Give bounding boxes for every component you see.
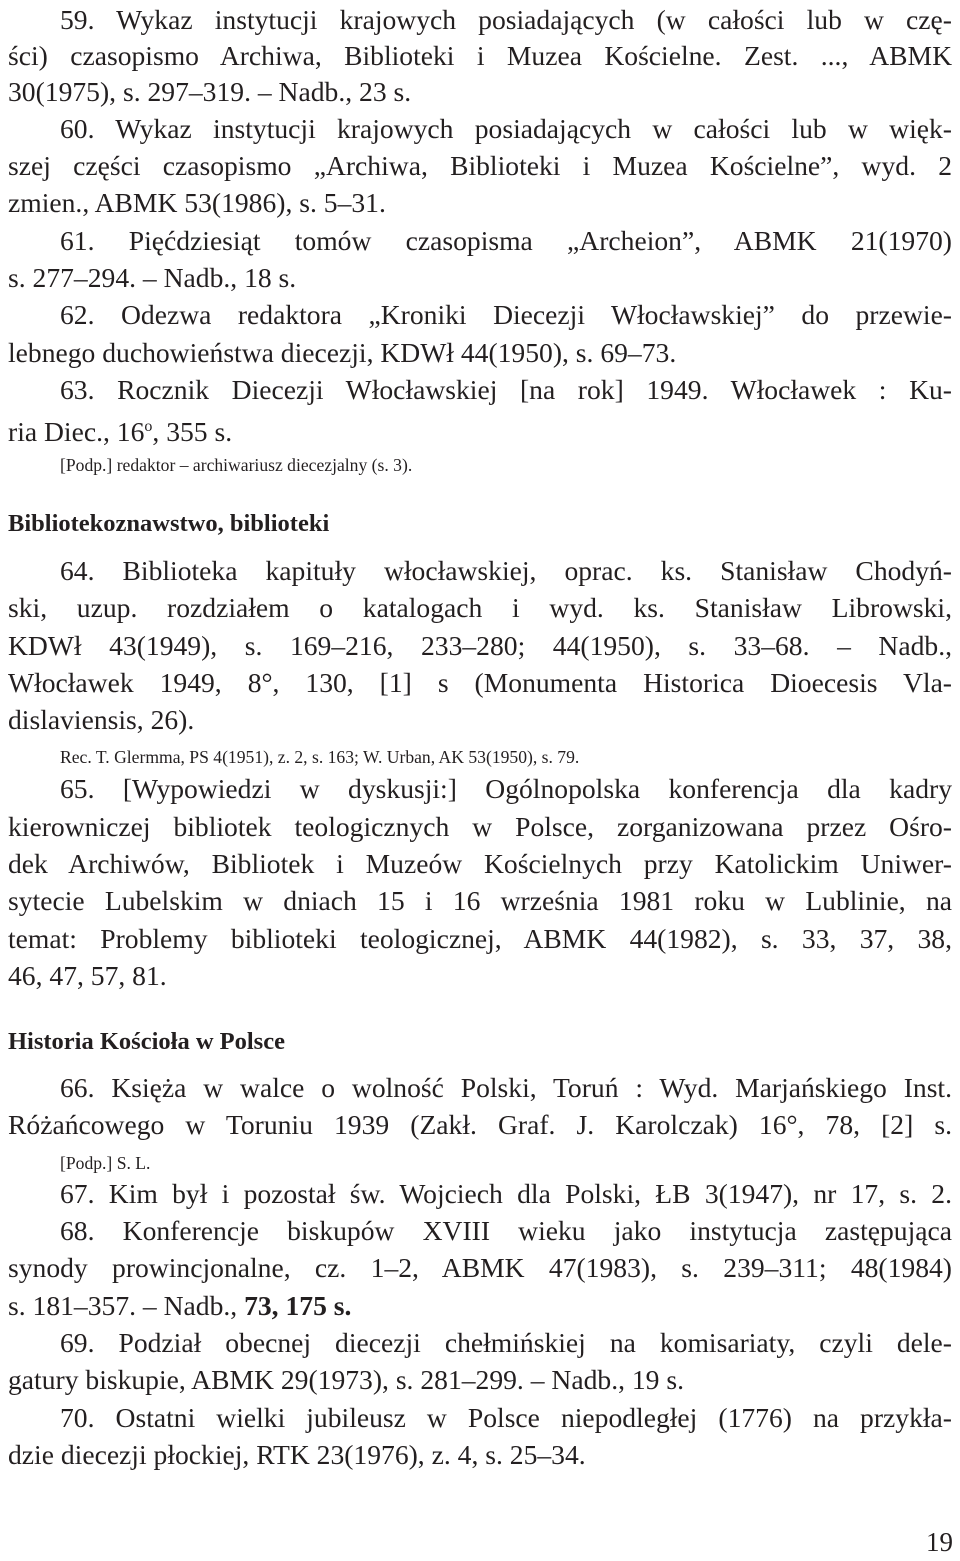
entry-61-line-1: 61. Pięćdziesiąt tomów czasopisma „Archeion”, ABMK 21(1970) [60,225,952,256]
entry-68-line-1: 68. Konferencje biskupów XVIII wieku jako instytucja zastępująca [60,1215,952,1246]
entry-63-superscript: o [144,418,153,435]
entry-66-note: [Podp.] S. L. [60,1153,151,1173]
entry-64-line-2: ski, uzup. rozdziałem o katalogach i wyd. ks. Stanisław Librowski, [8,592,952,623]
entry-65-line-5: temat: Problemy biblioteki teologicznej, ABMK 44(1982), s. 33, 37, 38, [8,923,952,954]
entry-70-line-2: dzie diecezji płockiej, RTK 23(1976), z. 4, s. 25–34. [8,1439,586,1470]
section-heading-library-science: Bibliotekoznawstwo, biblioteki [8,510,330,537]
entry-70-line-1: 70. Ostatni wielki jubileusz w Polsce niepodległej (1776) na przykła- [60,1402,952,1433]
entry-62-line-1: 62. Odezwa redaktora „Kroniki Diecezji Włocławskiej” do przewie- [60,299,952,330]
entry-68-line-2: synody prowincjonalne, cz. 1–2, ABMK 47(1983), s. 239–311; 48(1984) [8,1252,952,1283]
entry-69-line-1: 69. Podział obecnej diecezji chełmińskiej na komisariaty, czyli dele- [60,1327,952,1358]
entry-66-line-1: 66. Księża w walce o wolność Polski, Toruń : Wyd. Marjańskiego Inst. [60,1072,952,1103]
entry-64-line-5: dislaviensis, 26). [8,704,195,735]
entry-63-line-2b: , 355 s. [152,416,233,448]
entry-63-line-2 [8,410,952,449]
entry-65-line-2: kierowniczej bibliotek teologicznych w Polsce, zorganizowana przez Ośro- [8,811,952,842]
entry-60-line-3: zmien., ABMK 53(1986), s. 5–31. [8,187,386,218]
entry-65-line-6: 46, 47, 57, 81. [8,960,167,991]
entry-59-line-2: ści) czasopismo Archiwa, Biblioteki i Muzea Kościelne. Zest. ..., ABMK [8,40,952,71]
page-number: 19 [926,1527,953,1557]
entry-65-line-1: 65. [Wypowiedzi w dyskusji:] Ogólnopolska konferencja dla kadry [60,773,952,804]
entry-60-line-1: 60. Wykaz instytucji krajowych posiadających w całości lub w więk- [60,113,952,144]
entry-64-line-3: KDWł 43(1949), s. 169–216, 233–280; 44(1950), s. 33–68. – Nadb., [8,630,952,661]
entry-62-line-2: lebnego duchowieństwa diecezji, KDWł 44(1950), s. 69–73. [8,337,677,368]
entry-69-line-2: gatury biskupie, ABMK 29(1973), s. 281–299. – Nadb., 19 s. [8,1364,685,1395]
entry-66-line-2: Różańcowego w Toruniu 1939 (Zakł. Graf. J. Karolczak) 16°, 78, [2] s. [8,1109,952,1140]
entry-60-line-2: szej części czasopismo „Archiwa, Biblioteki i Muzea Kościelne”, wyd. 2 [8,150,952,181]
entry-59-line-1: 59. Wykaz instytucji krajowych posiadających (w całości lub w czę- [60,4,952,35]
entry-64-note: Rec. T. Glermma, PS 4(1951), z. 2, s. 163; W. Urban, AK 53(1950), s. 79. [60,747,580,767]
entry-68-line-3 [8,1289,952,1323]
entry-64-line-4: Włocławek 1949, 8°, 130, [1] s (Monumenta Historica Dioecesis Vla- [8,667,952,698]
entry-68-line-3a: s. 181–357. – Nadb., [8,1290,245,1321]
entry-63-line-1: 63. Rocznik Diecezji Włocławskiej [na rok] 1949. Włocławek : Ku- [60,374,952,405]
entry-68-line-3b: 73, 175 s. [244,1290,352,1321]
entry-65-line-4: sytecie Lubelskim w dniach 15 i 16 września 1981 roku w Lublinie, na [8,885,952,916]
entry-63-note: [Podp.] redaktor – archiwariusz diecezjalny (s. 3). [60,455,413,475]
section-heading-church-history: Historia Kościoła w Polsce [8,1028,285,1055]
entry-59-line-3: 30(1975), s. 297–319. – Nadb., 23 s. [8,76,412,107]
entry-65-line-3: dek Archiwów, Bibliotek i Muzeów Kościelnych przy Katolickim Uniwer- [8,848,952,879]
entry-61-line-2: s. 277–294. – Nadb., 18 s. [8,262,297,293]
entry-63-line-2a: ria Diec., 16 [8,416,145,448]
entry-67-line-1: 67. Kim był i pozostał św. Wojciech dla Polski, ŁB 3(1947), nr 17, s. 2. [60,1178,952,1209]
entry-64-line-1: 64. Biblioteka kapituły włocławskiej, oprac. ks. Stanisław Chodyń- [60,555,952,586]
